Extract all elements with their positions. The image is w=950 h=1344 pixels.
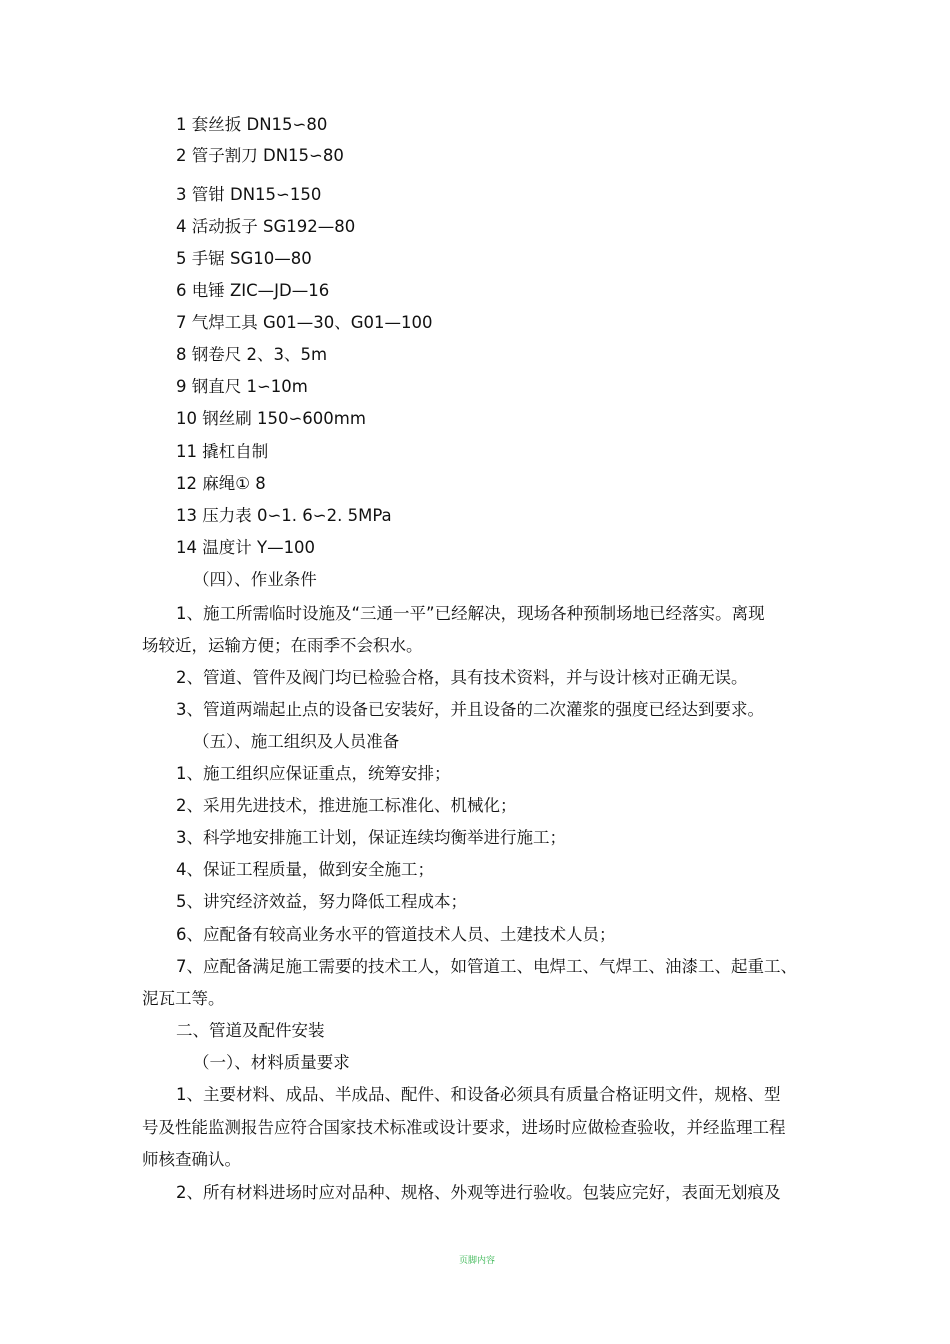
list-item: 2、采用先进技术，推进施工标准化、机械化； [176,796,517,815]
tool-item: 9 钢直尺 1∽10m [176,377,308,396]
section-heading-organization: （五）、施工组织及人员准备 [193,732,400,751]
paragraph-line: 1、施工所需临时设施及“三通一平”已经解决，现场各种预制场地已经落实。离现 [176,604,765,623]
list-item-continuation: 泥瓦工等。 [142,989,225,1008]
paragraph-line: 号及性能监测报告应符合国家技术标准或设计要求，进场时应做检查验收，并经监理工程 [142,1118,786,1137]
list-item: 5、讲究经济效益，努力降低工程成本； [176,892,467,911]
tool-item: 11 撬杠自制 [176,442,269,461]
list-item: 7、应配备满足施工需要的技术工人，如管道工、电焊工、气焊工、油漆工、起重工、 [176,957,797,976]
chapter-heading: 二、管道及配件安装 [176,1021,325,1040]
tool-item: 4 活动扳子 SG192—80 [176,217,356,236]
tool-item: 2 管子割刀 DN15∽80 [176,146,344,165]
tool-item: 3 管钳 DN15∽150 [176,185,322,204]
tool-item: 10 钢丝刷 150∽600mm [176,409,366,428]
list-item: 1、施工组织应保证重点，统筹安排； [176,764,451,783]
paragraph-line: 1、主要材料、成品、半成品、配件、和设备必须具有质量合格证明文件，规格、型 [176,1085,781,1104]
list-item: 4、保证工程质量，做到安全施工； [176,860,434,879]
tool-item: 1 套丝扳 DN15∽80 [176,115,328,134]
tool-item: 13 压力表 0∽1. 6∽2. 5MPa [176,506,392,525]
paragraph-line: 2、所有材料进场时应对品种、规格、外观等进行验收。包装应完好，表面无划痕及 [176,1183,781,1202]
section-heading-conditions: （四）、作业条件 [193,570,317,589]
page-footer: 页脚内容 [459,1256,496,1266]
tool-item: 14 温度计 Y—100 [176,538,316,557]
list-item: 3、科学地安排施工计划，保证连续均衡举进行施工； [176,828,566,847]
paragraph-line: 场较近，运输方便；在雨季不会积水。 [142,636,423,655]
paragraph-line: 3、管道两端起止点的设备已安装好，并且设备的二次灌浆的强度已经达到要求。 [176,700,764,719]
section-heading-materials: （一）、材料质量要求 [193,1053,350,1072]
paragraph-line: 2、管道、管件及阀门均已检验合格，具有技术资料，并与设计核对正确无误。 [176,668,748,687]
tool-item: 5 手锯 SG10—80 [176,249,312,268]
list-item: 6、应配备有较高业务水平的管道技术人员、土建技术人员； [176,925,616,944]
paragraph-line: 师核查确认。 [142,1150,241,1169]
tool-item: 7 气焊工具 G01—30、G01—100 [176,313,433,332]
tool-item: 12 麻绳① 8 [176,474,266,493]
tool-item: 8 钢卷尺 2、3、5m [176,345,328,364]
tool-item: 6 电锤 ZIC—JD—16 [176,281,330,300]
